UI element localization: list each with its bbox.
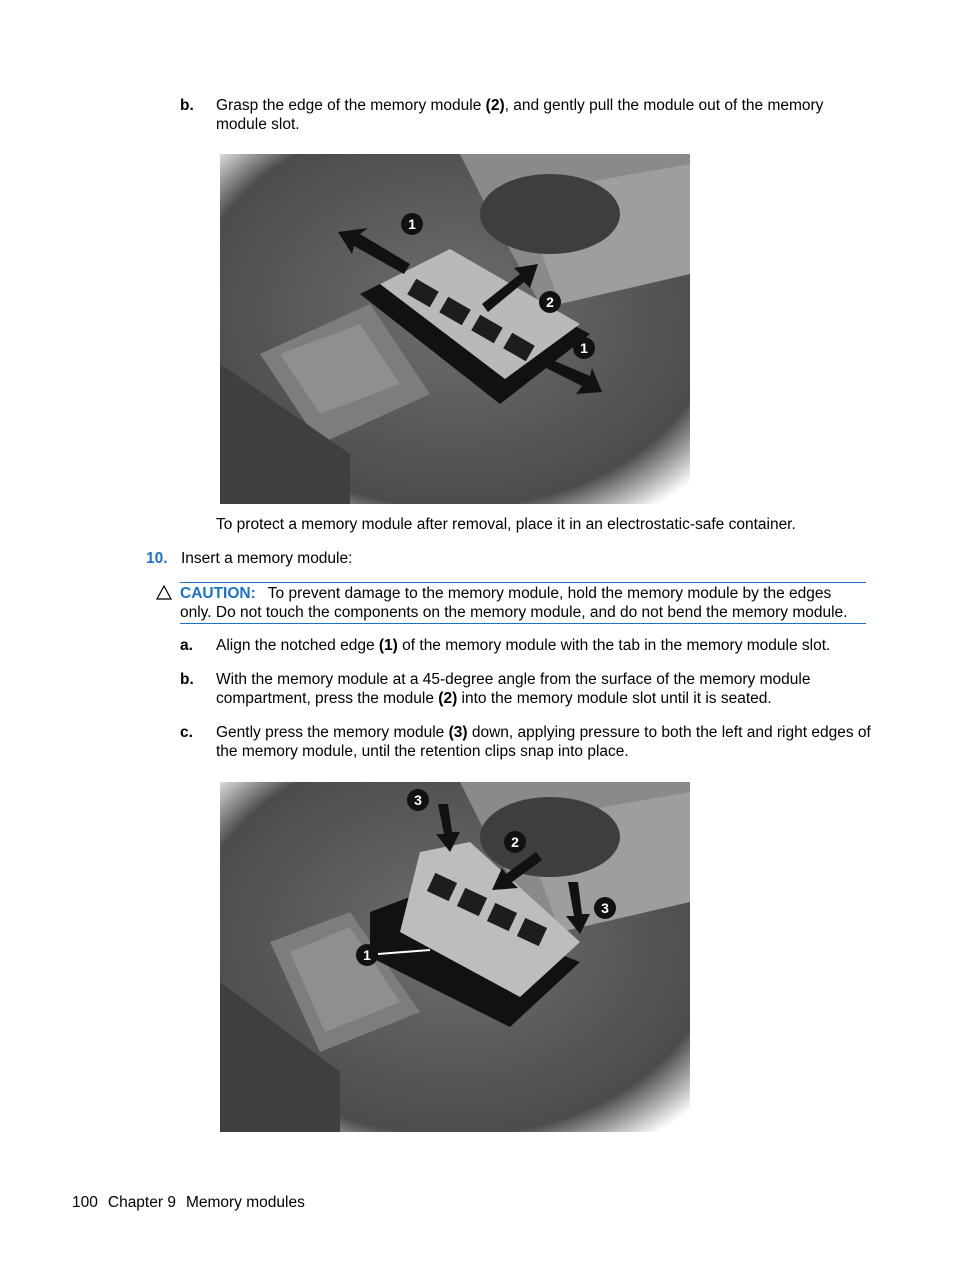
substep-text: Gently press the memory module (3) down, applying pressure to both the left and right edges of the memory module, until the retention clips snap into place. — [216, 724, 871, 760]
caution-box — [180, 582, 866, 624]
callout-3b: 3 — [601, 900, 609, 916]
caution-text: To prevent damage to the memory module, hold the memory module by the edges only. Do not touch the components on the memory module, and do not bend the memory module. — [180, 585, 848, 621]
step-text: Insert a memory module: — [181, 550, 353, 567]
substep-label: a. — [180, 637, 193, 654]
callout-1b: 1 — [580, 340, 588, 356]
step-number: 10. — [146, 550, 168, 567]
step-text: Grasp the edge of the memory module (2), and gently pull the module out of the memory module slot. — [216, 97, 824, 133]
callout-2: 2 — [511, 834, 519, 850]
step-label: b. — [180, 97, 194, 114]
memory-removal-figure — [220, 154, 690, 504]
chapter-label: Chapter 9 — [107, 1194, 176, 1211]
substep-text: Align the notched edge (1) of the memory module with the tab in the memory module slot. — [216, 637, 831, 654]
protect-note: To protect a memory module after removal, place it in an electrostatic-safe container. — [216, 516, 796, 533]
substep-text: With the memory module at a 45-degree angle from the surface of the memory module compartment, press the module (2) into the memory module slot until it is seated. — [216, 671, 811, 707]
callout-3: 3 — [414, 792, 422, 808]
substep-label: c. — [180, 724, 193, 741]
warning-triangle-icon — [156, 585, 172, 605]
callout-1: 1 — [363, 947, 371, 963]
page-footer — [72, 1193, 315, 1212]
page-number: 100 — [72, 1194, 98, 1211]
callout-1: 1 — [408, 216, 416, 232]
chapter-title: Memory modules — [185, 1194, 305, 1211]
substep-label: b. — [180, 671, 194, 688]
memory-insertion-figure — [220, 782, 690, 1132]
caution-label: CAUTION: — [180, 585, 256, 602]
callout-2: 2 — [546, 294, 554, 310]
